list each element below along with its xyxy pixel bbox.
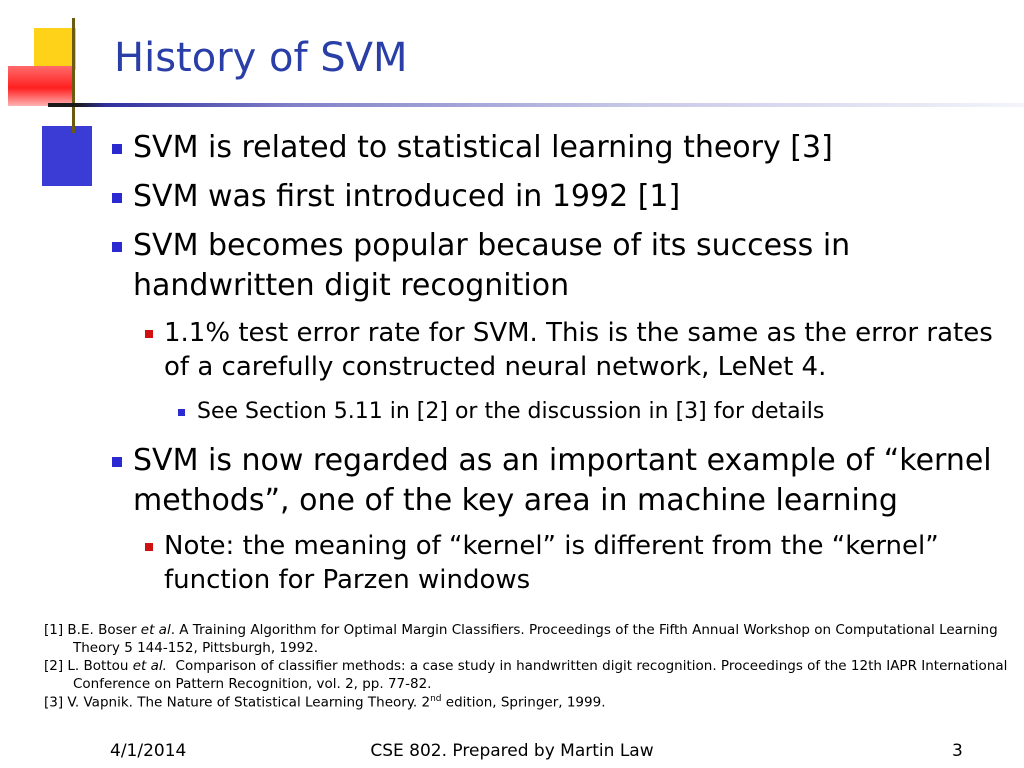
bullet-square-icon xyxy=(112,193,122,203)
bullet-text: SVM is related to statistical learning theory [3] xyxy=(133,130,833,165)
vertical-line-decoration xyxy=(72,18,75,133)
sub-bullet-item xyxy=(164,529,1004,598)
bullet-square-icon xyxy=(112,242,122,252)
sub-sub-bullet-item xyxy=(197,397,1007,426)
reference-text: [2] L. Bottou xyxy=(44,657,133,674)
footer-date: 4/1/2014 xyxy=(110,741,187,761)
bullet-item xyxy=(133,226,873,305)
reference-superscript: nd xyxy=(430,693,442,704)
reference-text: [3] V. Vapnik. The Nature of Statistical Learning Theory. 2 xyxy=(44,694,431,711)
reference-italic: et al. xyxy=(132,657,167,674)
bullet-item xyxy=(133,441,1013,520)
red-square-decoration xyxy=(8,66,74,106)
reference-text: [1] B.E. Boser xyxy=(44,622,141,638)
blue-square-decoration xyxy=(42,126,92,186)
bullet-text: SVM was first introduced in 1992 [1] xyxy=(133,179,681,214)
reference-2 xyxy=(44,658,1014,694)
reference-text: Comparison of classifier methods: a case study in handwritten digit recognition. Proceedings of the 12th IAPR International Conference on Pattern Recognition, vol. 2, pp. 77-82. xyxy=(73,657,1012,692)
sub-bullet-text: Note: the meaning of “kernel” is different from the “kernel” function for Parzen windows xyxy=(164,531,939,596)
slide-title: History of SVM xyxy=(114,35,408,81)
reference-3 xyxy=(44,694,1014,712)
reference-text: . A Training Algorithm for Optimal Margin Classifiers. Proceedings of the Fifth Annual Workshop on Computational Learning Theory 5 144-152, Pittsburgh, 1992. xyxy=(73,622,998,656)
bullet-item xyxy=(133,177,1013,217)
bullet-square-icon xyxy=(112,144,122,154)
reference-italic: et al xyxy=(140,622,171,638)
title-underline-rule xyxy=(48,103,1024,107)
sub-bullet-item xyxy=(164,316,994,385)
sub-sub-bullet-square-icon xyxy=(178,409,185,416)
sub-bullet-square-icon xyxy=(145,330,153,338)
bullet-text: SVM is now regarded as an important example of “kernel methods”, one of the key area in machine learning xyxy=(133,443,992,518)
yellow-square-decoration xyxy=(34,28,76,70)
bullet-text: SVM becomes popular because of its success in handwritten digit recognition xyxy=(133,228,851,303)
reference-text: edition, Springer, 1999. xyxy=(441,694,606,711)
references xyxy=(44,622,1014,712)
bullet-square-icon xyxy=(112,457,122,467)
bullet-item xyxy=(133,128,1013,168)
sub-sub-bullet-text: See Section 5.11 in [2] or the discussion in [3] for details xyxy=(197,399,825,424)
footer-author: CSE 802. Prepared by Martin Law xyxy=(370,741,654,761)
sub-bullet-square-icon xyxy=(145,543,153,551)
reference-1 xyxy=(44,622,1014,658)
sub-bullet-text: 1.1% test error rate for SVM. This is the same as the error rates of a carefully constructed neural network, LeNet 4. xyxy=(164,318,993,383)
footer-page-number: 3 xyxy=(952,741,963,761)
